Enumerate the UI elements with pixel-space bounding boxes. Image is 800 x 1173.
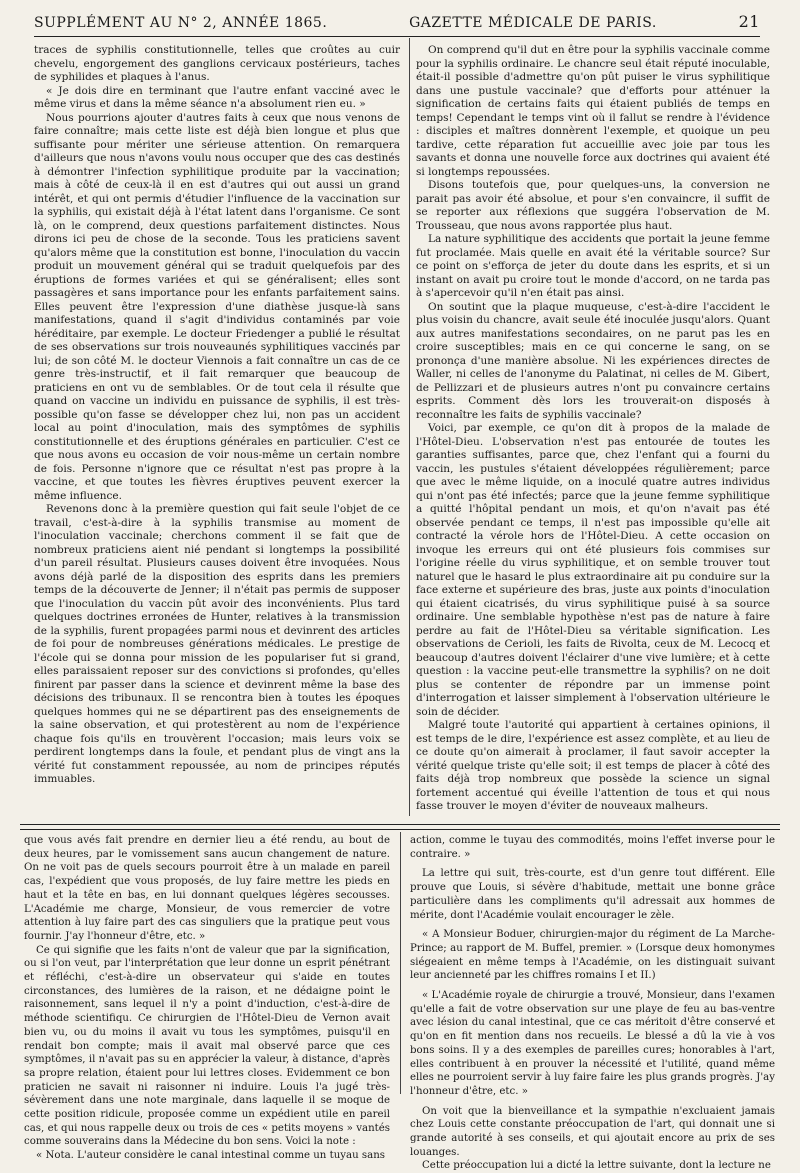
paragraph: « A Monsieur Boduer, chirurgien-major du régiment de La Marche-Prince; au rapport de M. Buffel, premier. » (Lorsque deux homonymes siégeaient en même temps à l'Académie, on les distinguait suivant leur ancienneté par les chiffres romains I et II.) [410,929,775,982]
running-header [34,12,760,34]
column-divider-lower [400,832,401,1094]
paragraph: Cette préoccupation lui a dicté la lettre suivante, dont la lecture ne [422,1160,771,1172]
upper-right-column [416,44,770,816]
page-number: 21 [738,12,760,31]
paragraph: La lettre qui suit, très-courte, est d'un genre tout différent. Elle prouve que Louis, si sévère d'habitude, mettait une bonne grâce particulière dans les compliments qu'il adressait aux hommes de mérite, dont l'Académie voulait encourager le zèle. [410,868,775,921]
feuilleton-left-column [24,834,390,1162]
paragraph: « L'Académie royale de chirurgie a trouvé, Monsieur, dans l'examen qu'elle a fait de votre observation sur une playe de feu au bas-ventre avec lésion du canal intestinal, que ce cas méritoit d'être conservé et qu'on en fit mention dans nos recueils. Le blessé a dû la vie à vos bons soins. Il y a des exemples de pareilles cures; honorables à l'art, elles contribuent à en prouver la nécessité et l'utilité, quand même elles ne pourroient servir à luy faire faire les plus grands progrès. J'ay l'honneur d'être, etc. » [410,990,775,1097]
paragraph: « Nota. L'auteur considère le canal intestinal comme un tuyau sans [36,1150,385,1162]
paragraph: On voit que la bienveillance et la sympathie n'excluaient jamais chez Louis cette constante préoccupation de l'art, qui donnait une si grande autorité à ses conseils, et qui ajoutait encore au prix de ses louanges. [410,1105,775,1158]
paragraph: action, comme le tuyau des commodités, moins l'effet inverse pour le contraire. » [410,835,775,860]
paragraph: Revenons donc à la première question qui fait seule l'objet de ce travail, c'est-à-dire à la syphilis transmise au moment de l'inoculation vaccinale; cherchons comment il se fait que de nombreux praticiens aient nié pendant si longtemps la possibilité d'un pareil résultat. Plusieurs causes doivent être invoquées. Nous avons déjà parlé de la disposition des esprits dans les premiers temps de la découverte de Jenner; il n'était pas permis de supposer que l'inoculation du vaccin pût avoir des inconvénients. Plus tard quelques doctrines erronées de Hunter, relatives à la transmission de la syphilis, furent propagées parmi nous et devinrent des articles de foi pour de nombreuses générations médicales. Le prestige de l'école qui se donna pour mission de les populariser fut si grand, elles paraissaient reposer sur des convictions si profondes, qu'elles finirent par passer dans la science et devinrent même la base des décisions des tribunaux. Il se rencontra bien à toutes les époques quelques hommes qui ne se départirent pas des enseignements de la saine observation, et qui protestèrent au nom de l'expérience chaque fois qu'ils en trouvèrent l'occasion; mais leurs voix se perdirent longtemps dans la foule, et pendant plus de vingt ans la vérité fut constamment repoussée, au nom de principes réputés immuables. [34,503,400,785]
paragraph: que vous avés fait prendre en dernier lieu a été rendu, au bout de deux heures, par le vomissement sans aucun changement de nature. On ne voit pas de quels secours pourroit être à un malade en pareil cas, l'expédient que vous proposés, de luy faire mettre les pieds en haut et la tête en bas, en lui donnant quelques légères secousses. L'Académie me charge, Monsieur, de vous remercier de votre attention à luy faire part des cas singuliers que la pratique peut vous fournir. J'ay l'honneur d'être, etc. » [24,835,390,942]
paragraph: Malgré toute l'autorité qui appartient à certaines opinions, il est temps de le dire, l'expérience est assez complète, et au lieu de ce doute qu'on aimerait à proclamer, il faut savoir accepter la vérité quelque triste qu'elle soit; il est temps de placer à côté des faits déjà trop nombreux que possède la science un signal fortement accentué qui éveille l'attention de tous et qui nous fasse trouver le moyen d'éviter de nouveaux malheurs. [416,719,770,812]
column-divider-upper [409,38,410,816]
header-issue: SUPPLÉMENT AU N° 2, ANNÉE 1865. [34,15,328,31]
feuilleton-right-column [410,834,775,1172]
paragraph: On comprend qu'il dut en être pour la syphilis vaccinale comme pour la syphilis ordinaire. Le chancre seul était réputé inoculable, était-il possible d'admettre qu'on pût puiser le virus syphilitique dans une pustule vaccinale? que d'efforts pour atténuer la signification de certains faits qui étaient publiés de temps en temps! Cependant le temps vint où il fallut se rendre à l'évidence : disciples et maîtres donnèrent l'exemple, et quoique un peu tardive, cette réparation fut accueillie avec joie par tous les savants et donna une nouvelle force aux doctrines qui avaient été si longtemps repoussées. [416,44,770,178]
upper-left-column [34,44,400,816]
header-journal-title: GAZETTE MÉDICALE DE PARIS. [409,15,657,31]
paragraph: Nous pourrions ajouter d'autres faits à ceux que nous venons de faire connaître; mais cette liste est déjà bien longue et plus que suffisante pour mériter une sérieuse attention. On remarquera d'ailleurs que nous n'avons voulu nous occuper que des cas destinés à démontrer l'infection syphilitique produite par la vaccination; mais à côté de ceux-là il en est d'autres qui out aussi un grand intérêt, et qui ont permis d'étudier l'influence de la vaccination sur la syphilis, qui existait déjà à l'état latent dans l'organisme. Ce sont là, on le comprend, deux questions parfaitement distinctes. Nous dirons ici peu de chose de la seconde. Tous les praticiens savent qu'alors même que la constitution est bonne, l'inoculation du vaccin produit un mouvement général qui se traduit quelquefois par des éruptions de formes variées et qui se généralisent; elles sont passagères et sans importance pour les enfants parfaitement sains. Elles peuvent être l'expression d'une diathèse jusque-là sans manifestations, quand il s'agit d'individus contaminés par voie héréditaire, par exemple. Le docteur Friedenger a publié le résultat de ses observations sur trois nouveaunés syphilitiques vaccinés par lui; de son côté M. le docteur Viennois a fait connaître un cas de ce genre très-instructif, et il fait remarquer que beaucoup de praticiens en ont vu de semblables. Or de tout cela il résulte que quand on vaccine un individu en puissance de syphilis, il est très-possible qu'on fasse se développer chez lui, non pas un accident local au point d'inoculation, mais des symptômes de syphilis constitutionnelle et des éruptions générales en particulier. C'est ce que nous avons eu occasion de voir nous-même un certain nombre de fois. Personne n'ignore que ce résultat n'est pas propre à la vaccine, et que toutes les fièvres éruptives peuvent exercer la même influence. [34,111,400,502]
header-rule [34,36,760,37]
feuilleton-separator [20,824,780,830]
paragraph: « Je dois dire en terminant que l'autre enfant vacciné avec le même virus et dans la même séance n'a absolument rien eu. » [34,84,400,110]
paragraph: Disons toutefois que, pour quelques-uns, la conversion ne parait pas avoir été absolue, et pour s'en convaincre, il suffit de se reporter aux réflexions que suggéra l'observation de M. Trousseau, que nous avons rapportée plus haut. [416,179,770,232]
paragraph: Ce qui signifie que les faits n'ont de valeur que par la signification, ou si l'on veut, par l'interprétation que leur donne un esprit pénétrant et réfléchi, c'est-à-dire un observateur qui s'aide en toutes circonstances, des lumières de la raison, et ne dédaigne point le raisonnement, sans lequel il n'y a point d'induction, c'est-à-dire de méthode scientifiqu. Ce chirurgien de l'Hôtel-Dieu de Vernon avait bien vu, ou du moins il avait vu tous les symptômes, puisqu'il en rendait bon compte; mais il avait mal observé parce que ces symptômes, il n'avait pas su en apprécier la valeur, à distance, d'après sa propre relation, étaient pour lui lettres closes. Evidemment ce bon praticien ne savait ni raisonner ni induire. Louis l'a jugé très-sévèrement dans une note marginale, dans laquelle il se moque de cette position ridicule, proposée comme un expédient utile en pareil cas, et qui nous rappelle deux ou trois de ces « petits moyens » vantés comme souverains dans la Médecine du bon sens. Voici la note : [24,944,390,1148]
paragraph: traces de syphilis constitutionnelle, telles que croûtes au cuir chevelu, engorgement des ganglions cervicaux postérieurs, taches de syphilides et plaques à l'anus. [34,44,400,83]
paragraph: La nature syphilitique des accidents que portait la jeune femme fut proclamée. Mais quelle en avait été la véritable source? Sur ce point on s'efforça de jeter du doute dans les esprits, et si un instant on avait pu croire tout le monde d'accord, on ne tarda pas à s'apercevoir qu'il n'en était pas ainsi. [416,233,770,299]
paragraph: Voici, par exemple, ce qu'on dit à propos de la malade de l'Hôtel-Dieu. L'observation n'est pas entourée de toutes les garanties suffisantes, parce que, chez l'enfant qui a fourni du vaccin, les pustules s'étaient développées régulièrement; parce que avec le même liquide, on a inoculé quatre autres individus qui n'ont pas été infectés; parce que la jeune femme syphilitique a quitté l'hôpital pendant un mois, et qu'on n'avait pas été observée pendant ce temps, il n'est pas impossible qu'elle ait contracté la vérole hors de l'Hôtel-Dieu. A cette occasion on invoque les erreurs qui ont été plusieurs fois commises sur l'origine réelle du virus syphilitique, et on semble trouver tout naturel que le hasard le plus extraordinaire ait pu conduire sur la face externe et supérieure des bras, juste aux points d'inoculation qui étaient cicatrisés, du virus syphilitique puisé à sa source ordinaire. Une semblable hypothèse n'est pas de nature à faire perdre au fait de l'Hôtel-Dieu sa véritable signification. Les observations de Cerioli, les faits de Rivolta, ceux de M. Lecocq et beaucoup d'autres doivent l'éclairer d'une vive lumière; et à cette question : la vaccine peut-elle transmettre la syphilis? on ne doit plus se contenter de répondre par un immense point d'interrogation et laisser simplement à l'observation ultérieure le soin de décider. [416,422,770,718]
paragraph: On soutint que la plaque muqueuse, c'est-à-dire l'accident le plus voisin du chancre, avait seule été inoculée jusqu'alors. Quant aux autres manifestations secondaires, on ne parut pas les en croire susceptibles; mais en ce qui concerne le sang, on se prononça d'une manière absolue. Ni les expériences directes de Waller, ni celles de l'anonyme du Palatinat, ni celles de M. Gibert, de Pellizzari et de plusieurs autres n'ont pu convaincre certains esprits. Comment dès lors les trouverait-on disposés à reconnaître les faits de syphilis vaccinale? [416,300,770,421]
